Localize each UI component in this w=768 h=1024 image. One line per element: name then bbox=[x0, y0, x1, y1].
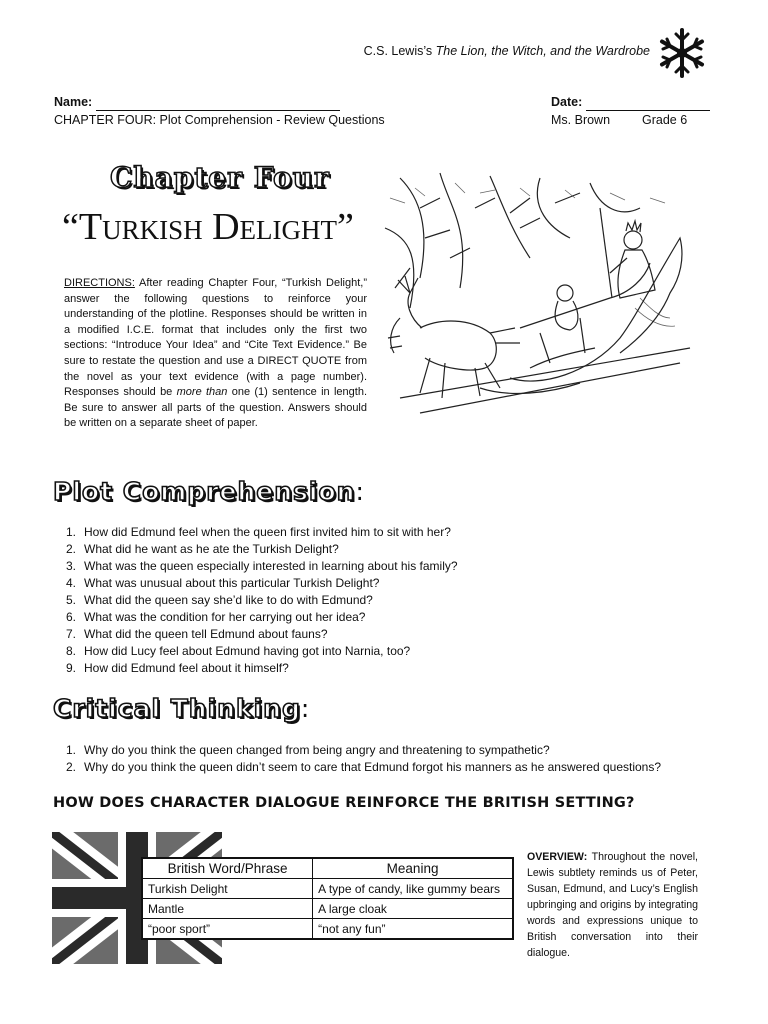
overview-paragraph bbox=[527, 849, 698, 961]
list-item bbox=[50, 524, 458, 541]
question-text: How did Edmund feel about it himself? bbox=[84, 661, 289, 675]
question-number: 5. bbox=[65, 593, 76, 607]
question-text: What was the queen especially interested in learning about his family? bbox=[84, 559, 458, 573]
question-text: What did the queen tell Edmund about fauns? bbox=[84, 627, 328, 641]
table-cell: “poor sport” bbox=[142, 919, 313, 940]
plot-heading-text: Plot Comprehension bbox=[53, 477, 356, 506]
table-cell: “not any fun” bbox=[313, 919, 513, 940]
plot-heading-colon: : bbox=[355, 477, 365, 506]
list-item bbox=[50, 558, 458, 575]
question-text: What was unusual about this particular Turkish Delight? bbox=[84, 576, 380, 590]
table-cell: A large cloak bbox=[313, 899, 513, 919]
name-field bbox=[54, 93, 340, 111]
table-row bbox=[142, 879, 513, 899]
dialogue-heading: HOW DOES CHARACTER DIALOGUE REINFORCE THE BRITISH SETTING? bbox=[53, 795, 635, 811]
question-number: 7. bbox=[65, 627, 76, 641]
list-item bbox=[50, 759, 661, 776]
question-number: 2. bbox=[65, 760, 76, 774]
column-header: Meaning bbox=[313, 858, 513, 879]
critical-heading-colon: : bbox=[300, 694, 311, 723]
critical-thinking-heading bbox=[53, 694, 310, 723]
list-item bbox=[50, 643, 458, 660]
teacher-name: Ms. Brown bbox=[551, 113, 611, 127]
question-text: What was the condition for her carrying out her idea? bbox=[84, 610, 366, 624]
plot-question-list bbox=[50, 524, 458, 677]
table-cell: A type of candy, like gummy bears bbox=[313, 879, 513, 899]
question-number: 4. bbox=[65, 576, 76, 590]
question-number: 1. bbox=[65, 743, 76, 757]
table-header-row bbox=[142, 858, 513, 879]
date-field bbox=[551, 93, 710, 111]
name-label: Name: bbox=[54, 95, 93, 109]
vocabulary-table bbox=[141, 857, 514, 940]
table-cell: Mantle bbox=[142, 899, 313, 919]
date-label: Date: bbox=[551, 95, 583, 109]
worksheet-title: CHAPTER FOUR: Plot Comprehension - Review Questions bbox=[54, 113, 385, 127]
snowflake-icon bbox=[655, 26, 709, 80]
plot-comprehension-heading bbox=[53, 477, 365, 506]
column-header: British Word/Phrase bbox=[142, 858, 313, 879]
question-text: Why do you think the queen changed from being angry and threatening to sympathetic? bbox=[84, 743, 550, 757]
list-item bbox=[50, 609, 458, 626]
table-row bbox=[142, 919, 513, 940]
table-row bbox=[142, 899, 513, 919]
directions-label: DIRECTIONS: bbox=[64, 277, 135, 289]
table-cell: Turkish Delight bbox=[142, 879, 313, 899]
directions-paragraph bbox=[64, 276, 367, 432]
chapter-title: “Turkish Delight” bbox=[62, 206, 354, 248]
book-source bbox=[364, 44, 650, 58]
question-number: 3. bbox=[65, 559, 76, 573]
question-number: 6. bbox=[65, 610, 76, 624]
list-item bbox=[50, 541, 458, 558]
list-item bbox=[50, 592, 458, 609]
directions-text-2: one (1) sentence in length. Be sure to answer all parts of the question. Answers should be written on a separate sheet of paper. bbox=[64, 386, 368, 430]
directions-emphasis: more than bbox=[176, 386, 228, 399]
question-text: What did the queen say she’d like to do with Edmund? bbox=[84, 593, 373, 607]
directions-text-1: After reading Chapter Four, “Turkish Delight,” answer the following questions to reinforce your understanding of the plotline. Responses should be written in a modified I.C.E. format that includes only the first two sections: “Introduce Your Idea” and “Cite Text Evidence.” Be sure to restate the question and use a DIRECT QUOTE from the novel as your text evidence (with a page number). Responses should be bbox=[64, 277, 367, 399]
question-number: 2. bbox=[65, 542, 76, 556]
question-text: How did Edmund feel when the queen first invited him to sit with her? bbox=[84, 525, 451, 539]
question-text: Why do you think the queen didn’t seem to care that Edmund forgot his manners as he answered questions? bbox=[84, 760, 662, 774]
question-number: 1. bbox=[65, 525, 76, 539]
question-text: How did Lucy feel about Edmund having got into Narnia, too? bbox=[84, 644, 411, 658]
list-item bbox=[50, 626, 458, 643]
grade-level: Grade 6 bbox=[642, 113, 688, 127]
overview-label: OVERVIEW: bbox=[527, 851, 588, 863]
critical-heading-text: Critical Thinking bbox=[53, 694, 301, 723]
question-text: What did he want as he ate the Turkish Delight? bbox=[84, 542, 339, 556]
list-item bbox=[50, 742, 661, 759]
chapter-number-heading: Chapter Four bbox=[110, 161, 330, 194]
source-book-title: The Lion, the Witch, and the Wardrobe bbox=[435, 44, 650, 58]
overview-text: Throughout the novel, Lewis subtlety reminds us of Peter, Susan, Edmund, and Lucy’s English upbringing and origins by integrating words and expressions unique to British conversation into their dialogue. bbox=[527, 851, 698, 959]
sleigh-illustration bbox=[380, 168, 698, 424]
list-item bbox=[50, 575, 458, 592]
question-number: 9. bbox=[65, 661, 76, 675]
critical-question-list bbox=[50, 742, 661, 776]
list-item bbox=[50, 660, 458, 677]
question-number: 8. bbox=[65, 644, 76, 658]
source-author: C.S. Lewis’s bbox=[363, 44, 436, 58]
